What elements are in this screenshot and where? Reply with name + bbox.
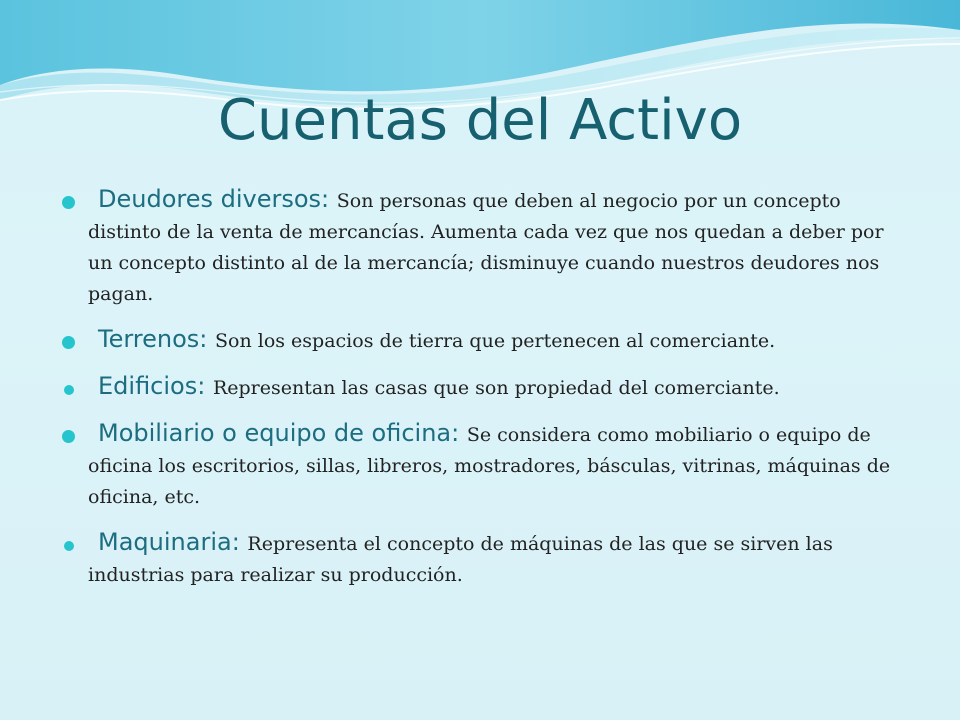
- bullet-dot-icon: [62, 196, 75, 209]
- bullet-dot-icon: [62, 430, 75, 443]
- bullet-dot-icon: [62, 336, 75, 349]
- bullet-separator: :: [199, 325, 216, 353]
- bullet-dot-icon: [64, 385, 74, 395]
- bullet-list: [60, 184, 910, 605]
- bullet-edificios: [60, 371, 910, 404]
- bullet-term: Deudores diversos: [98, 185, 322, 213]
- slide-title: Cuentas del Activo: [217, 88, 743, 153]
- bullet-description: Representan las casas que son propiedad del comerciante.: [212, 377, 780, 399]
- bullet-separator: :: [451, 419, 467, 447]
- bullet-dot-icon: [64, 541, 74, 551]
- bullet-description: Representa el concepto de máquinas de las que se sirven las industrias para realizar su producción.: [88, 533, 833, 586]
- bullet-term: Maquinaria: [98, 528, 232, 556]
- bullet-mobiliario: [60, 418, 910, 513]
- bullet-term: Edificios: [98, 372, 198, 400]
- bullet-description: Son los espacios de tierra que pertenecen al comerciante.: [215, 330, 776, 352]
- bullet-separator: :: [321, 185, 337, 213]
- bullet-deudores-diversos: [60, 184, 910, 310]
- bullet-separator: :: [197, 372, 213, 400]
- bullet-separator: :: [231, 528, 248, 556]
- bullet-description: Son personas que deben al negocio por un concepto distinto de la venta de mercancías. Aumenta cada vez que nos quedan a deber por un concepto distinto al de la mercancía; disminuye cuando nuestros deudores nos pagan.: [88, 190, 884, 305]
- bullet-term: Mobiliario o equipo de oficina: [98, 419, 452, 447]
- bullet-description: Se considera como mobiliario o equipo de oficina los escritorios, sillas, libreros, mostradores, básculas, vitrinas, máquinas de oficina, etc.: [88, 424, 891, 508]
- bullet-terrenos: [60, 324, 910, 357]
- bullet-maquinaria: [60, 527, 910, 591]
- bullet-term: Terrenos: [98, 325, 200, 353]
